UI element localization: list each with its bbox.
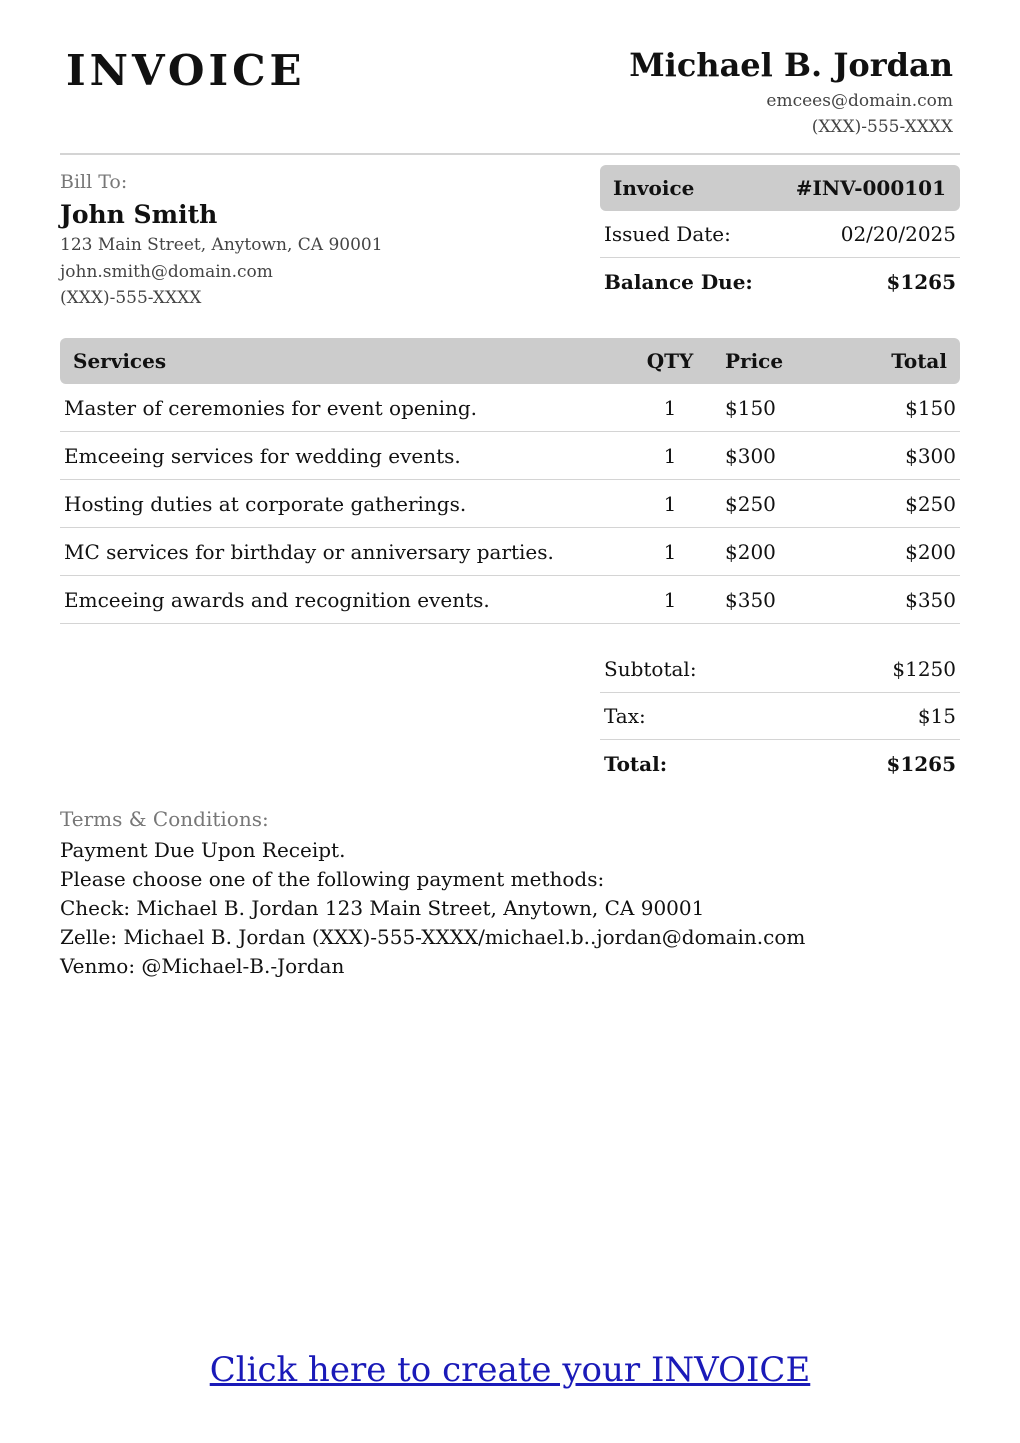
issued-date-row <box>600 211 960 258</box>
totals-panel <box>600 646 960 787</box>
header-price: Price <box>725 349 784 373</box>
bill-to-email: john.smith@domain.com <box>60 262 273 282</box>
sender-name: Michael B. Jordan <box>629 46 953 84</box>
terms-line: Venmo: @Michael-B.-Jordan <box>60 954 345 978</box>
issued-date-value: 02/20/2025 <box>840 222 956 246</box>
terms-line: Check: Michael B. Jordan 123 Main Street, Anytown, CA 90001 <box>60 896 705 920</box>
table-row <box>60 384 960 432</box>
services-table <box>60 338 960 624</box>
issued-date-label: Issued Date: <box>604 222 731 246</box>
services-table-header <box>60 338 960 384</box>
service-description: Master of ceremonies for event opening. <box>64 395 478 420</box>
service-total: $300 <box>905 443 956 468</box>
terms-line: Please choose one of the following payment methods: <box>60 867 605 891</box>
balance-due-label: Balance Due: <box>604 269 753 294</box>
tax-value: $15 <box>917 704 956 728</box>
table-row <box>60 528 960 576</box>
terms-line: Payment Due Upon Receipt. <box>60 838 346 862</box>
service-qty: 1 <box>663 539 677 564</box>
table-row <box>60 432 960 480</box>
tax-row <box>600 693 960 740</box>
create-invoice-cta <box>0 1350 1020 1390</box>
service-price: $300 <box>725 443 776 468</box>
subtotal-label: Subtotal: <box>604 657 697 681</box>
balance-due-value: $1265 <box>886 269 956 294</box>
service-description: Emceeing awards and recognition events. <box>64 587 490 612</box>
service-description: MC services for birthday or anniversary parties. <box>64 539 554 564</box>
balance-due-row <box>600 258 960 305</box>
invoice-label: Invoice <box>613 176 695 200</box>
service-qty: 1 <box>663 491 677 516</box>
header-qty: QTY <box>646 349 694 373</box>
header-services: Services <box>73 349 167 373</box>
service-price: $150 <box>725 395 776 420</box>
service-description: Emceeing services for wedding events. <box>64 443 461 468</box>
terms-label: Terms & Conditions: <box>60 807 269 831</box>
bill-to-name: John Smith <box>60 200 218 229</box>
table-row <box>60 576 960 624</box>
header-divider <box>60 153 960 155</box>
sender-email: emcees@domain.com <box>766 91 953 111</box>
service-price: $350 <box>725 587 776 612</box>
tax-label: Tax: <box>604 704 646 728</box>
bill-to-label: Bill To: <box>60 171 128 193</box>
terms-line: Zelle: Michael B. Jordan (XXX)-555-XXXX/michael.b..jordan@domain.com <box>60 925 806 949</box>
total-value: $1265 <box>886 751 956 776</box>
subtotal-row <box>600 646 960 693</box>
header-total: Total <box>891 349 947 373</box>
service-total: $350 <box>905 587 956 612</box>
invoice-number: #INV-000101 <box>795 176 946 200</box>
subtotal-value: $1250 <box>892 657 956 681</box>
service-description: Hosting duties at corporate gatherings. <box>64 491 467 516</box>
service-price: $250 <box>725 491 776 516</box>
service-qty: 1 <box>663 587 677 612</box>
bill-to-phone: (XXX)-555-XXXX <box>60 288 202 308</box>
invoice-title: INVOICE <box>66 46 306 95</box>
bill-to-address: 123 Main Street, Anytown, CA 90001 <box>60 235 383 255</box>
sender-phone: (XXX)-555-XXXX <box>811 117 953 137</box>
service-total: $250 <box>905 491 956 516</box>
service-qty: 1 <box>663 395 677 420</box>
service-total: $150 <box>905 395 956 420</box>
service-total: $200 <box>905 539 956 564</box>
total-label: Total: <box>604 751 668 776</box>
create-invoice-link[interactable]: Click here to create your INVOICE <box>209 1350 811 1390</box>
table-row <box>60 480 960 528</box>
service-price: $200 <box>725 539 776 564</box>
invoice-number-header <box>600 165 960 211</box>
service-qty: 1 <box>663 443 677 468</box>
total-row <box>600 740 960 787</box>
invoice-meta-panel <box>600 165 960 305</box>
